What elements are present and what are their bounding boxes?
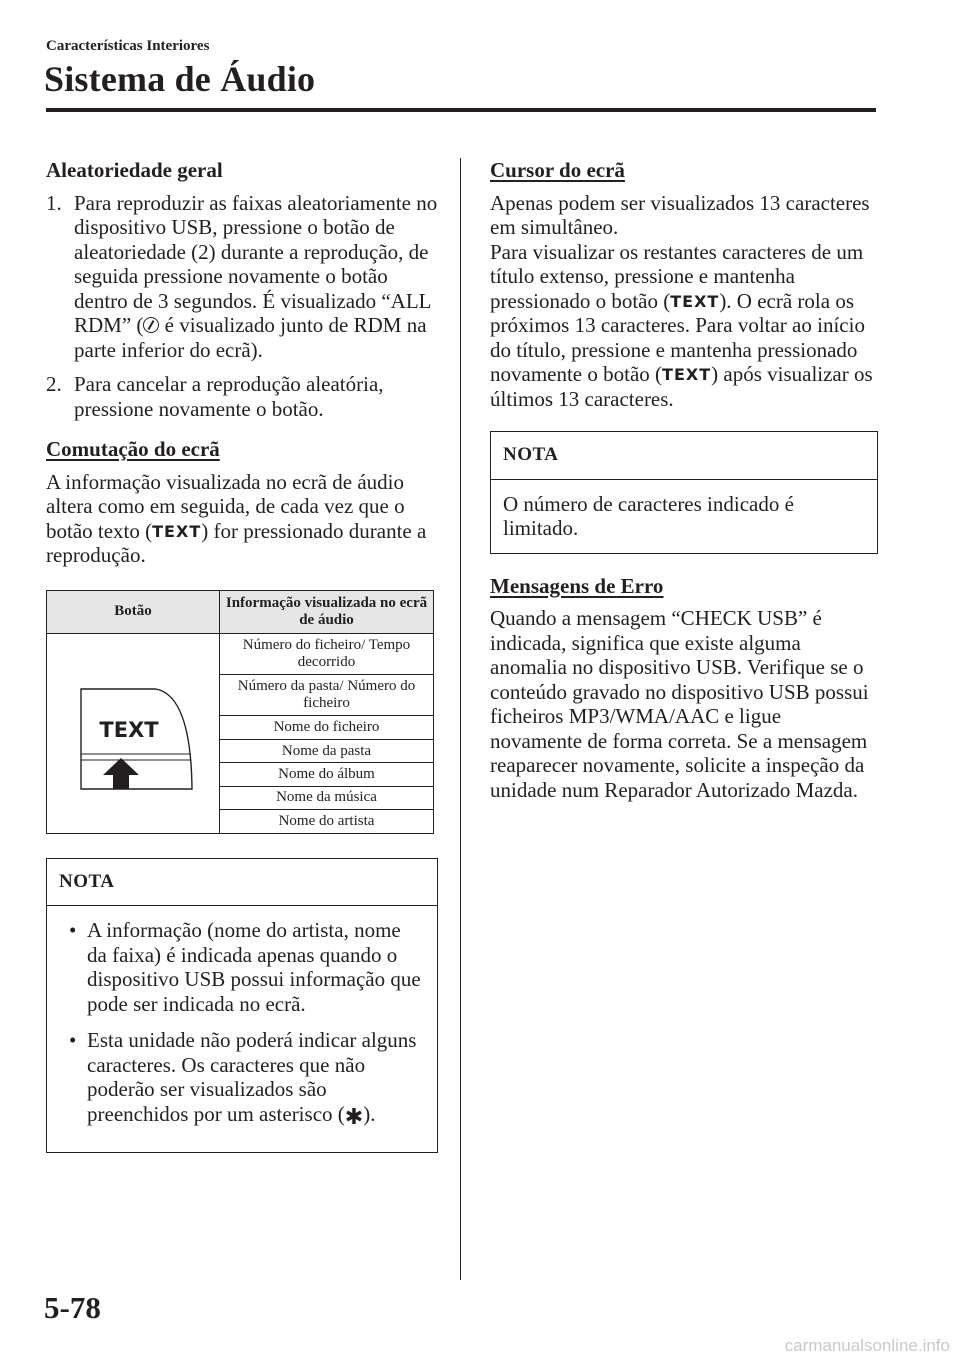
item1-text-b: é visualizado junto de RDM na parte inferior do ecrã).	[74, 313, 427, 362]
table-cell: Número do ficheiro/ Tempo decorrido	[220, 633, 434, 674]
watermark: carmanualsonline.info	[784, 1336, 950, 1355]
display-table	[46, 590, 434, 834]
text-button-icon: TEXT	[152, 521, 202, 541]
text-button-icon	[51, 634, 215, 828]
errors-paragraph: Quando a mensagem “CHECK USB” é indicada, significa que existe alguma anomalia no dispositivo USB. Verifique se o conteúdo gravado no dispositivo USB possui ficheiros MP3/WMA/AAC e ligue novamente de forma correta. Se a mensagem reaparecer novamente, solicite a inspeção da unidade num Reparador Autorizado Mazda.	[490, 606, 869, 802]
text-button-icon: TEXT	[670, 291, 720, 311]
bullet-icon: •	[69, 1028, 77, 1052]
switch-text-b: ) for pressionado durante a reprodução.	[46, 518, 427, 567]
bullet-icon: •	[69, 918, 77, 942]
right-column	[490, 158, 878, 812]
list-number: 1.	[46, 190, 62, 215]
table-cell: Nome do artista	[220, 810, 434, 833]
list-number: 2.	[46, 372, 62, 396]
heading-errors: Mensagens de Erro	[490, 573, 664, 598]
cursor-paragraph-2	[490, 240, 878, 412]
page-number: 5-78	[44, 1290, 101, 1325]
note-text: O número de caracteres indicado é limitado.	[503, 491, 794, 540]
table-cell: Nome da pasta	[220, 739, 434, 762]
cursor-text-b: ). O ecrã rola os próximos 13 caracteres. Para voltar ao início do título, pressione e mantenha pressionado novamente o botão (	[490, 288, 865, 386]
note-title: NOTA	[491, 432, 877, 480]
asterisk-icon: ✱	[344, 1104, 364, 1130]
switch-text-a: A informação visualizada no ecrã de áudio altera como em seguida, de cada vez que o botão texto (	[46, 469, 405, 543]
section-label: Características Interiores	[46, 38, 210, 54]
column-divider	[460, 158, 461, 1280]
page-title: Sistema de Áudio	[44, 59, 316, 99]
table-cell: Nome do álbum	[220, 763, 434, 786]
list-item-2	[46, 372, 438, 421]
text-button-icon: TEXT	[662, 365, 712, 384]
cursor-text-a: Para visualizar os restantes caracteres de um título extenso, pressione e mantenha pressionado o botão (	[490, 239, 864, 313]
note-bullet-text-b: ).	[363, 1101, 376, 1126]
list-item-1	[46, 191, 438, 363]
note-box-left	[46, 858, 438, 1154]
text-button-illustration	[47, 633, 220, 833]
item2-text: Para cancelar a reprodução aleatória, pressione novamente o botão.	[74, 372, 384, 421]
cursor-paragraph-1: Apenas podem ser visualizados 13 caracteres em simultâneo.	[490, 190, 870, 239]
table-header-row	[47, 590, 434, 633]
table-cell: Nome da música	[220, 786, 434, 809]
note-bullet-text-a: Esta unidade não poderá indicar alguns caracteres. Os caracteres que não poderão ser visualizados são preenchidos por um asterisco (	[87, 1028, 417, 1126]
button-label: TEXT	[99, 717, 159, 742]
cursor-text-c: ) após visualizar os últimos 13 caracteres.	[490, 362, 873, 411]
note-bullet	[59, 918, 425, 1016]
item1-text-a: Para reproduzir as faixas aleatoriamente no dispositivo USB, pressione o botão de aleatoriedade (2) durante a reprodução, de seguida pressione novamente o botão dentro de 3 segundos. É visualizado “ALL RDM” (	[74, 190, 438, 337]
note-bullet-text: A informação (nome do artista, nome da faixa) é indicada apenas quando o dispositivo USB possui informação que pode ser indicada no ecrã.	[87, 918, 421, 1016]
table-header-info: Informação visualizada no ecrã de áudio	[220, 590, 434, 633]
table-cell: Nome do ficheiro	[220, 716, 434, 739]
note-bullet	[59, 1028, 425, 1130]
switch-paragraph	[46, 470, 438, 568]
header-rule	[46, 108, 876, 112]
heading-random: Aleatoriedade geral	[46, 158, 223, 182]
heading-cursor: Cursor do ecrã	[490, 158, 625, 182]
random-icon	[143, 317, 159, 333]
left-column	[46, 158, 438, 1153]
note-title: NOTA	[47, 859, 437, 907]
note-box-right	[490, 431, 878, 554]
table-header-button: Botão	[47, 590, 220, 633]
heading-switch: Comutação do ecrã	[46, 437, 220, 461]
table-row	[47, 633, 434, 674]
table-cell: Número da pasta/ Número do ficheiro	[220, 674, 434, 715]
note-body	[47, 906, 437, 1152]
